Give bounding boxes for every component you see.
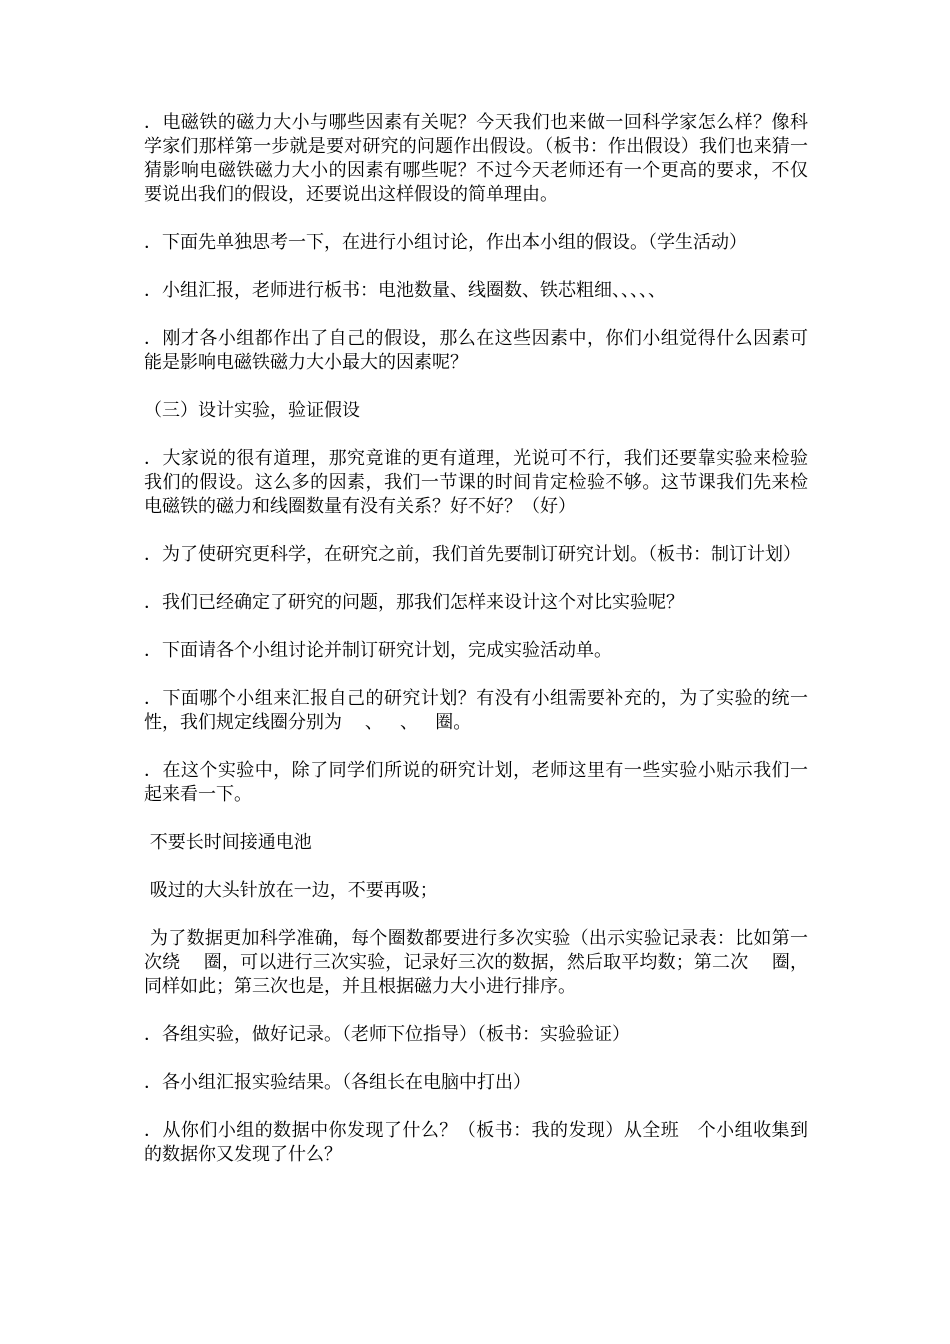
- paragraph-group-report: ．小组汇报，老师进行板书：电池数量、线圈数、铁芯粗细、、、、、: [144, 280, 666, 301]
- paragraph-hypothesis-intro: ．电磁铁的磁力大小与哪些因素有关呢？今天我们也来做一回科学家怎么样？像科学家们那样第一步就是要对研究的问题作出假设。（板书：作出假设）我们也来猜一猜影响电磁铁磁力大小的因素有哪些呢？不过今天老师还有一个更高的要求，不仅要说出我们的假设，还要说出这样假设的简单理由。: [144, 112, 808, 205]
- paragraph-group-discussion: ．下面请各个小组讨论并制订研究计划，完成实验活动单。: [144, 640, 612, 661]
- paragraph-tips-intro: ．在这个实验中，除了同学们所说的研究计划，老师这里有一些实验小贴示我们一起来看一下。: [144, 760, 808, 805]
- paragraph-report-results: ．各小组汇报实验结果。（各组长在电脑中打出）: [144, 1072, 531, 1093]
- paragraph-design-experiment: ．我们已经确定了研究的问题，那我们怎样来设计这个对比实验呢？: [144, 592, 684, 613]
- paragraph-record: ．各组实验，做好记录。（老师下位指导）（板书：实验验证）: [144, 1024, 630, 1045]
- paragraph-think-alone: ．下面先单独思考一下，在进行小组讨论，作出本小组的假设。（学生活动）: [144, 232, 747, 253]
- tip-item-pins: 吸过的大头针放在一边，不要再吸；: [144, 880, 438, 901]
- section-heading: （三）设计实验，验证假设: [144, 400, 360, 421]
- paragraph-findings: ．从你们小组的数据中你发现了什么？（板书：我的发现）从全班 个小组收集到的数据你又发现了什么？: [144, 1120, 808, 1165]
- tip-item-repeat: 为了数据更加科学准确，每个圈数都要进行多次实验（出示实验记录表：比如第一次绕 圈，可以进行三次实验，记录好三次的数据，然后取平均数；第二次 圈，同样如此；第三次也是，并且根据磁力大小进行排序。: [144, 928, 808, 997]
- paragraph-biggest-factor: ．刚才各小组都作出了自己的假设，那么在这些因素中，你们小组觉得什么因素可能是影响电磁铁磁力大小最大的因素呢？: [144, 328, 808, 373]
- paragraph-coil-count: ．下面哪个小组来汇报自己的研究计划？有没有小组需要补充的，为了实验的统一性，我们规定线圈分别为 、 、 圈。: [144, 688, 808, 733]
- paragraph-verify: ．大家说的很有道理，那究竟谁的更有道理，光说可不行，我们还要靠实验来检验我们的假设。这么多的因素，我们一节课的时间肯定检验不够。这节课我们先来检电磁铁的磁力和线圈数量有没有关系？好不好？（好）: [144, 448, 808, 517]
- paragraph-plan: ．为了使研究更科学，在研究之前，我们首先要制订研究计划。（板书：制订计划）: [144, 544, 801, 565]
- tip-item-battery: 不要长时间接通电池: [144, 832, 312, 853]
- document-page: [144, 111, 808, 1191]
